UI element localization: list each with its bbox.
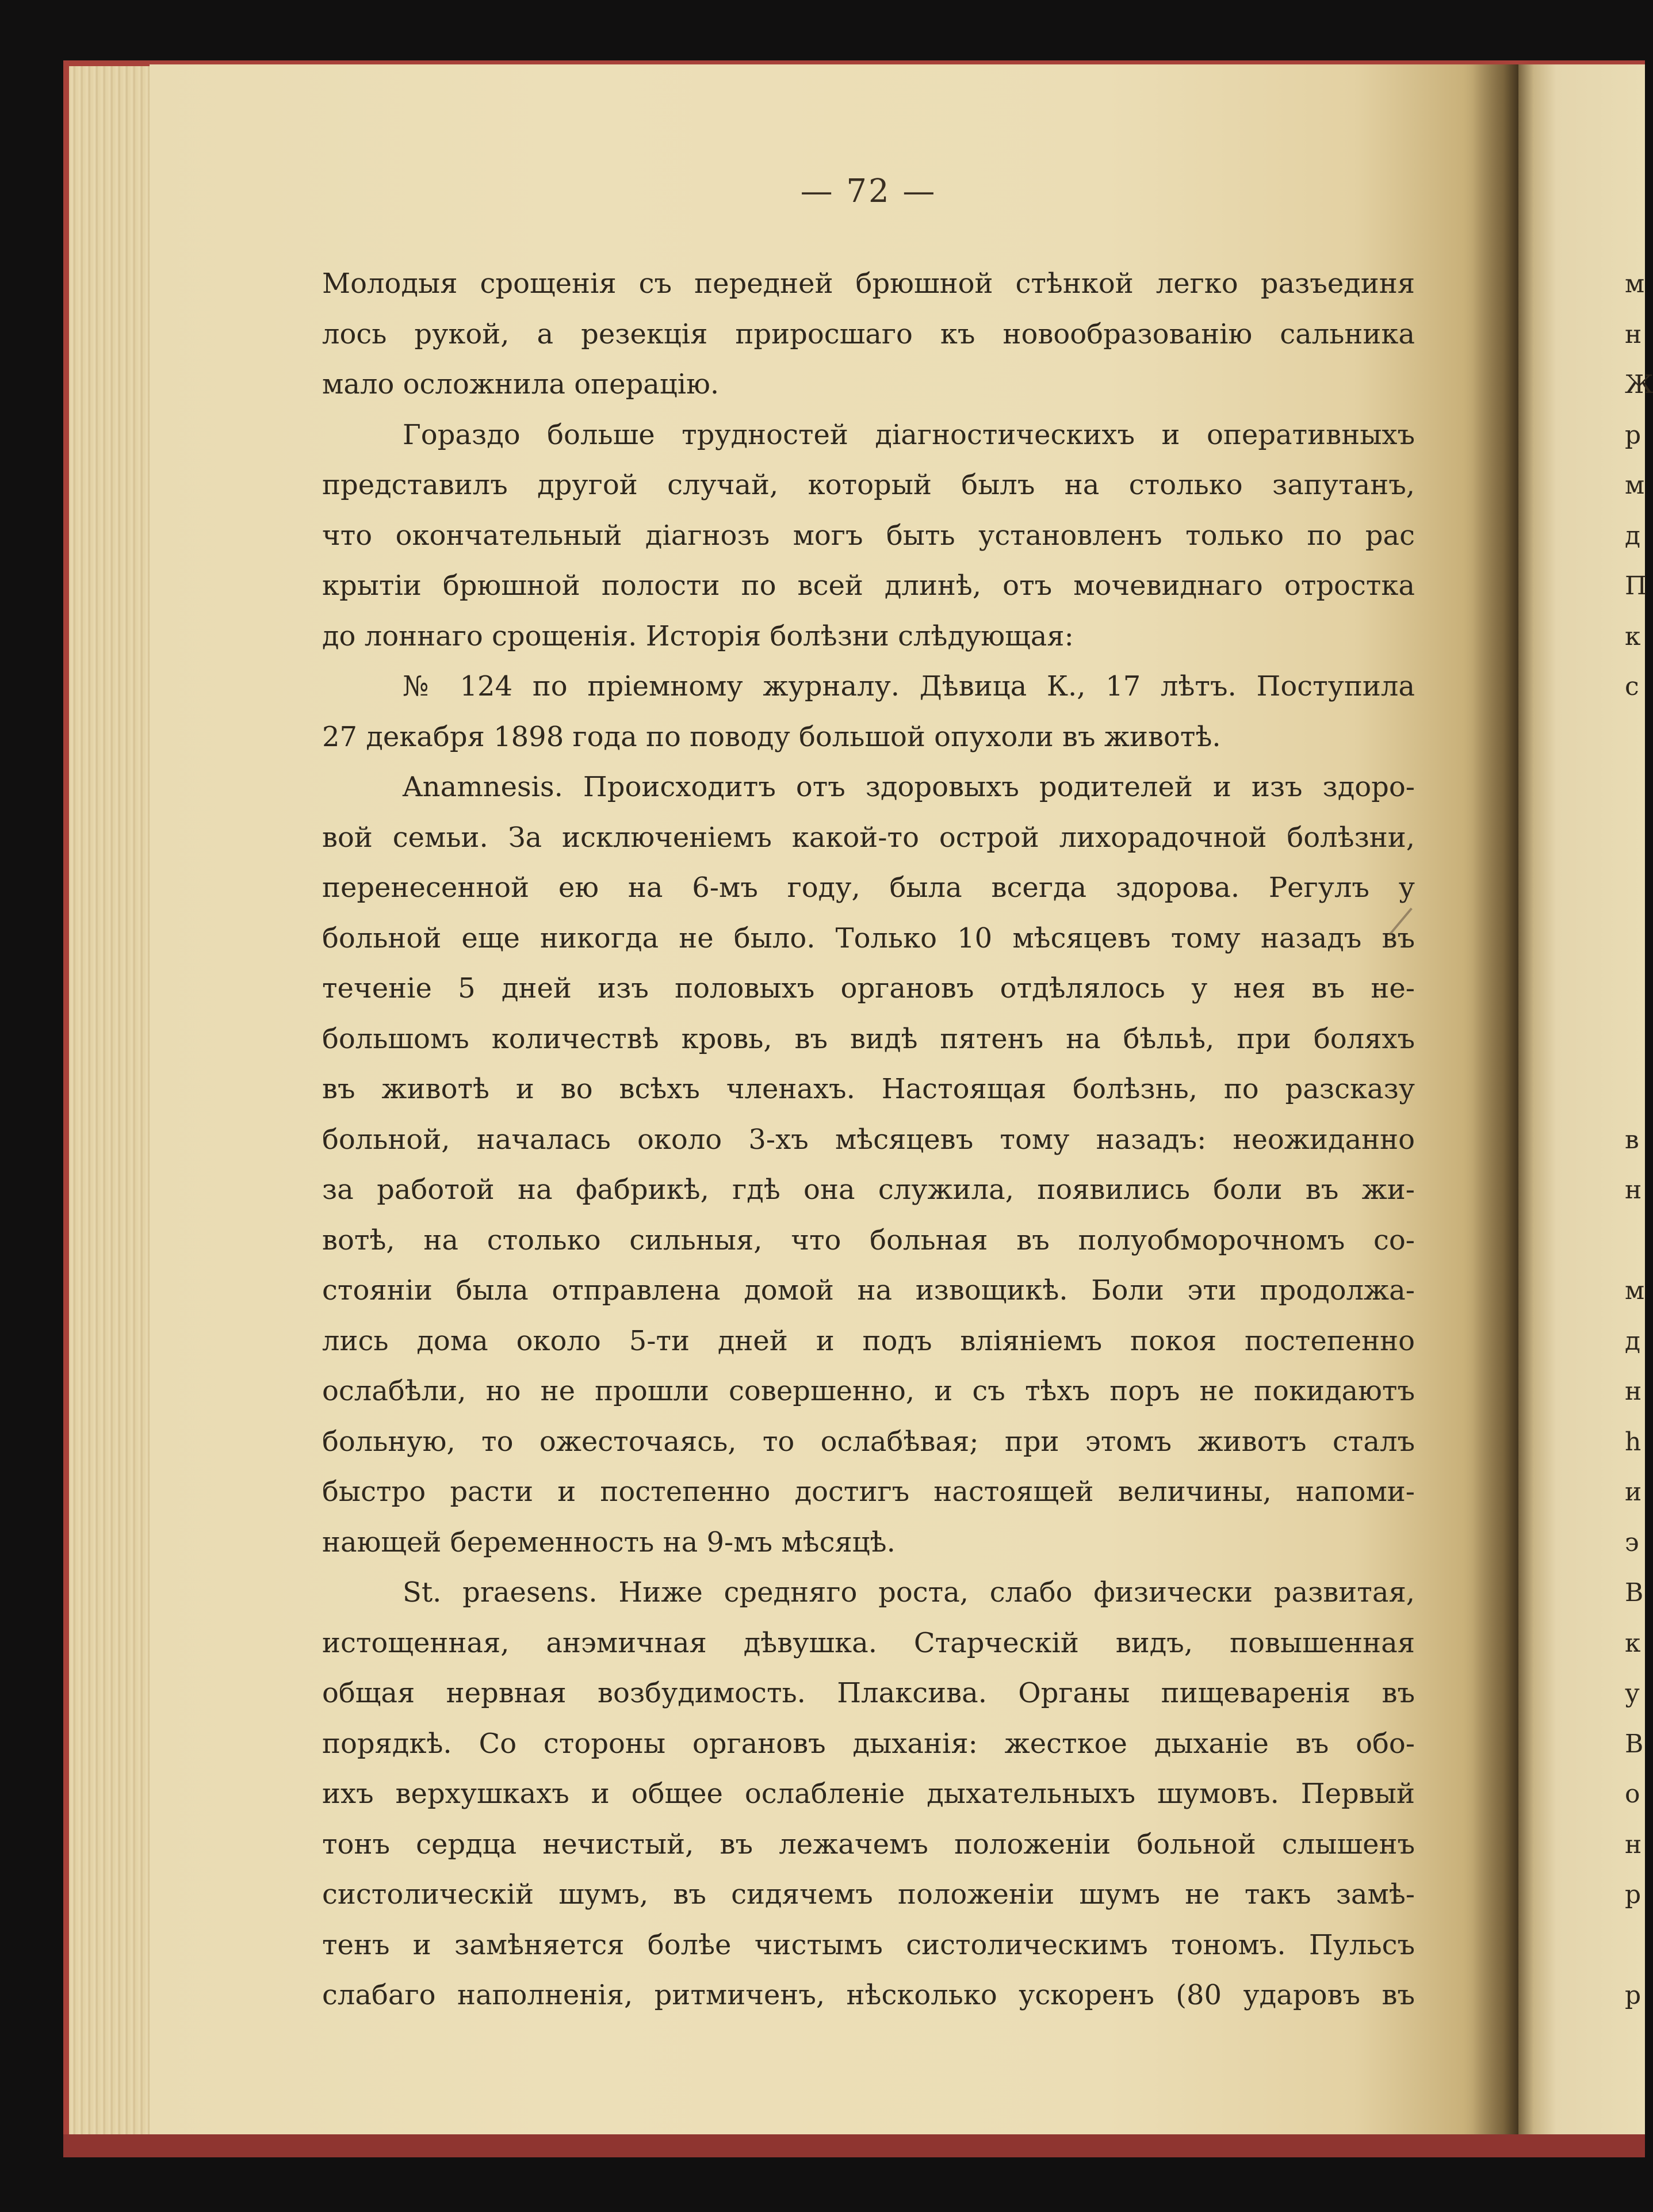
facing-page-letter: н <box>1625 319 1642 349</box>
facing-page-letter: р <box>1625 420 1641 450</box>
text-line: Молодыя срощенія съ передней брюшной стѣнкой легко разъединя <box>322 268 1415 300</box>
facing-page-letter: П <box>1625 571 1647 601</box>
text-line: вой семьи. За исключеніемъ какой-то острой лихорадочной болѣзни, <box>322 821 1415 854</box>
facing-page-letter: м <box>1625 269 1645 299</box>
facing-page-letter: с <box>1625 672 1639 701</box>
facing-page-letter: к <box>1625 1628 1641 1658</box>
facing-page-letter: н <box>1625 1377 1642 1406</box>
facing-page-letter: р <box>1625 1880 1641 1909</box>
facing-page-letter: к <box>1625 621 1641 651</box>
facing-page-letter: и <box>1625 1477 1642 1507</box>
facing-page-letter: м <box>1625 471 1645 500</box>
text-line: что окончательный діагнозъ могъ быть установленъ только по рас <box>322 519 1415 552</box>
facing-page-letter <box>1625 813 1645 864</box>
text-line: до лоннаго срощенія. Исторія болѣзни слѣдующая: <box>322 620 1074 652</box>
facing-page-letter <box>1625 1920 1645 1971</box>
text-line: больную, то ожесточаясь, то ослабѣвая; при этомъ животъ сталъ <box>322 1425 1415 1458</box>
facing-page-letter: Ж <box>1625 370 1653 399</box>
text-line: систолическій шумъ, въ сидячемъ положеніи шумъ не такъ замѣ- <box>322 1878 1415 1911</box>
text-line: истощенная, анэмичная дѣвушка. Старческій видъ, повышенная <box>322 1626 1415 1659</box>
facing-page-letter <box>1625 762 1645 813</box>
facing-page-letter <box>1625 1014 1645 1065</box>
text-line: нающей беременность на 9-мъ мѣсяцѣ. <box>322 1526 896 1558</box>
text-line: тенъ и замѣняется болѣе чистымъ систолическимъ тономъ. Пульсъ <box>322 1928 1415 1961</box>
text-line: порядкѣ. Со стороны органовъ дыханія: жесткое дыханіе въ обо- <box>322 1727 1415 1760</box>
text-line: № 124 по пріемному журналу. Дѣвица К., 17 лѣтъ. Поступила <box>403 670 1415 702</box>
text-line: большомъ количествѣ кровь, въ видѣ пятенъ на бѣльѣ, при боляхъ <box>322 1022 1415 1055</box>
facing-page-letter <box>1625 964 1645 1014</box>
facing-page-letter: р <box>1625 1981 1641 2010</box>
text-line: за работой на фабрикѣ, гдѣ она служила, появились боли въ жи- <box>322 1174 1415 1206</box>
page-number: — 72 — <box>800 173 937 210</box>
text-line: теченіе 5 дней изъ половыхъ органовъ отдѣлялось у нея въ не- <box>322 972 1415 1004</box>
text-line: лось рукой, а резекція приросшаго къ новообразованію сальника <box>322 318 1415 350</box>
text-line: больной еще никогда не было. Только 10 мѣсяцевъ тому назадъ въ <box>322 922 1415 954</box>
facing-page-letter: н <box>1625 1175 1642 1205</box>
text-line: больной, началась около 3-хъ мѣсяцевъ тому назадъ: неожиданно <box>322 1123 1415 1156</box>
cover-bottom-edge <box>63 2134 1645 2157</box>
facing-page-letter <box>1625 712 1645 763</box>
text-line: перенесенной ею на 6-мъ году, была всегда здорова. Регулъ у <box>322 872 1415 904</box>
text-line: Anamnesis. Происходитъ отъ здоровыхъ родителей и изъ здоро- <box>403 771 1415 803</box>
facing-page-letter <box>1625 863 1645 914</box>
text-line: крытіи брюшной полости по всей длинѣ, отъ мочевиднаго отростка <box>322 570 1415 602</box>
text-line: ихъ верхушкахъ и общее ослабленіе дыхательныхъ шумовъ. Первый <box>322 1778 1415 1810</box>
text-line: быстро расти и постепенно достигъ настоящей величины, напоми- <box>322 1476 1415 1508</box>
text-line: въ животѣ и во всѣхъ членахъ. Настоящая болѣзнь, по разсказу <box>322 1073 1415 1105</box>
facing-page-letter: н <box>1625 1829 1642 1859</box>
text-line: ослабѣли, но не прошли совершенно, и съ тѣхъ поръ не покидаютъ <box>322 1375 1415 1407</box>
facing-page-letter: м <box>1625 1276 1645 1305</box>
facing-page-letter: у <box>1625 1679 1640 1708</box>
facing-page-letter: в <box>1625 1125 1639 1155</box>
text-line: вотѣ, на столько сильныя, что больная въ полуобморочномъ со- <box>322 1224 1415 1256</box>
text-line: общая нервная возбудимость. Плаксива. Органы пищеваренія въ <box>322 1677 1415 1709</box>
text-line: лись дома около 5-ти дней и подъ вліяніемъ покоя постепенно <box>322 1324 1415 1357</box>
facing-page-text <box>1625 259 1653 2021</box>
book-gutter <box>1472 64 1524 2135</box>
text-line: слабаго наполненія, ритмиченъ, нѣсколько ускоренъ (80 ударовъ въ <box>322 1979 1415 2011</box>
facing-page-letter <box>1625 1216 1645 1266</box>
facing-page-letter: h <box>1625 1427 1641 1457</box>
facing-page-letter: В <box>1625 1729 1644 1759</box>
text-line: мало осложнила операцію. <box>322 368 720 400</box>
body-text <box>322 259 1415 2021</box>
facing-page-letter <box>1625 914 1645 964</box>
facing-page-letter <box>1625 1064 1645 1115</box>
facing-page-letter: В <box>1625 1578 1644 1607</box>
text-line: St. praesens. Ниже средняго роста, слабо физически развитая, <box>403 1576 1415 1609</box>
text-line: Гораздо больше трудностей діагностическихъ и оперативныхъ <box>403 418 1415 451</box>
text-line: представилъ другой случай, который былъ на столько запутанъ, <box>322 469 1415 501</box>
text-line: стояніи была отправлена домой на извощикѣ. Боли эти продолжа- <box>322 1274 1415 1306</box>
facing-page-letter: д <box>1625 521 1641 551</box>
facing-page-letter: э <box>1625 1527 1639 1557</box>
text-line: тонъ сердца нечистый, въ лежачемъ положеніи больной слышенъ <box>322 1828 1415 1860</box>
facing-page-letter: о <box>1625 1779 1640 1809</box>
text-line: 27 декабря 1898 года по поводу большой опухоли въ животѣ. <box>322 720 1221 753</box>
facing-page-letter: д <box>1625 1326 1641 1356</box>
